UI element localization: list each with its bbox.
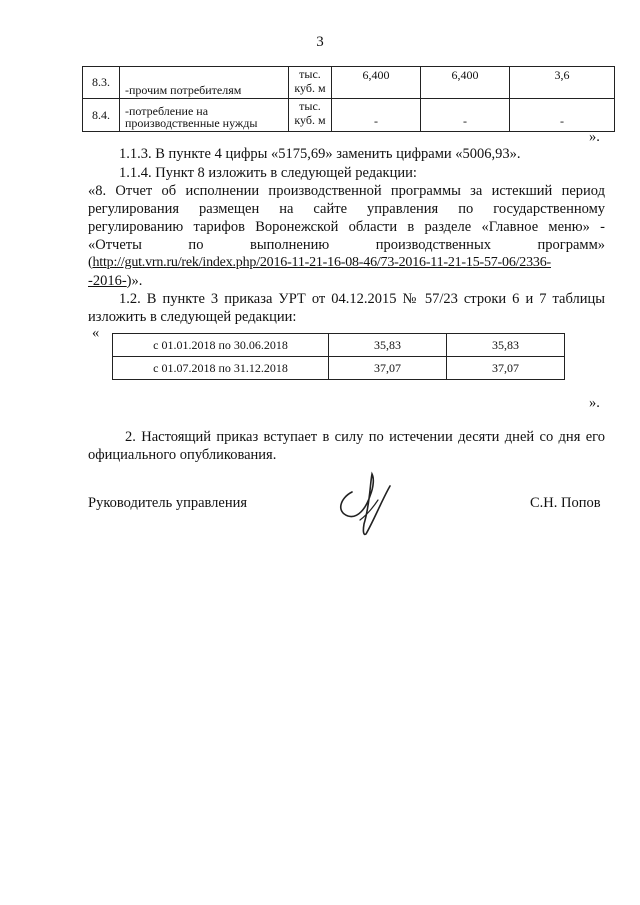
- paragraph-1-2-line: изложить в следующей редакции:: [88, 309, 297, 325]
- value-cell: -: [510, 99, 615, 132]
- table-row: [83, 99, 615, 132]
- paren-open: (: [88, 255, 93, 270]
- consumer-cell: -прочим потребителям: [120, 67, 289, 99]
- clause-2-line: 2. Настоящий приказ вступает в силу по истечении десяти дней со дня его: [125, 429, 605, 445]
- unit-line: куб. м: [294, 81, 326, 95]
- row-number: 8.3.: [83, 67, 120, 99]
- consumer-line: производственные нужды: [125, 116, 258, 130]
- signatory-title: Руководитель управления: [88, 495, 248, 511]
- unit-cell: [289, 67, 332, 99]
- value-cell: 35,83: [329, 334, 447, 357]
- page-number: 3: [316, 34, 324, 50]
- period-cell: с 01.07.2018 по 31.12.2018: [113, 357, 329, 380]
- paragraph-1-2-line: 1.2. В пункте 3 приказа УРТ от 04.12.2015 № 57/23 строки 6 и 7 таблицы: [119, 291, 605, 307]
- table-row: [113, 357, 565, 380]
- value-cell: 35,83: [447, 334, 565, 357]
- unit-line: тыс.: [299, 99, 321, 113]
- consumption-table: [82, 66, 615, 132]
- value-cell: -: [421, 99, 510, 132]
- value-cell: 37,07: [447, 357, 565, 380]
- handwritten-signature: [330, 470, 410, 540]
- paragraph-8-end: )».: [126, 273, 143, 289]
- value-cell: 6,400: [332, 67, 421, 99]
- paragraph-8-line: регулированию тарифов Воронежской области в разделе «Главное меню» -: [88, 219, 605, 235]
- paragraph-1-1-4: 1.1.4. Пункт 8 изложить в следующей редакции:: [119, 165, 417, 181]
- unit-line: тыс.: [299, 67, 321, 81]
- tariff-table: [112, 333, 565, 380]
- unit-cell: [289, 99, 332, 132]
- paragraph-8-url-end: [88, 272, 142, 290]
- closing-quote: ».: [589, 129, 600, 145]
- consumer-cell: [120, 99, 289, 132]
- report-link-continuation[interactable]: -2016-: [88, 273, 127, 289]
- closing-quote: ».: [589, 395, 600, 411]
- paragraph-8-line: «8. Отчет об исполнении производственной программы за истекший период: [88, 183, 605, 199]
- paragraph-8-url-line: [88, 254, 551, 272]
- table-row: [113, 334, 565, 357]
- row-number: 8.4.: [83, 99, 120, 132]
- value-cell: 37,07: [329, 357, 447, 380]
- period-cell: с 01.01.2018 по 30.06.2018: [113, 334, 329, 357]
- open-quote: «: [92, 325, 100, 341]
- table-row: [83, 67, 615, 99]
- value-cell: 6,400: [421, 67, 510, 99]
- paragraph-8-line: «Отчеты по выполнению производственных программ»: [88, 237, 605, 253]
- paragraph-8-line: регулирования размещен на сайте управления по государственному: [88, 201, 605, 217]
- clause-2-line: официального опубликования.: [88, 447, 277, 463]
- unit-line: куб. м: [294, 113, 326, 127]
- consumer-line: -потребление на: [125, 104, 209, 118]
- paragraph-1-1-3: 1.1.3. В пункте 4 цифры «5175,69» заменить цифрами «5006,93».: [119, 146, 521, 162]
- value-cell: 3,6: [510, 67, 615, 99]
- signatory-name: С.Н. Попов: [530, 495, 601, 511]
- report-link[interactable]: http://gut.vrn.ru/rek/index.php/2016-11-21-16-08-46/73-2016-11-21-15-57-06/2336-: [92, 255, 551, 270]
- value-cell: -: [332, 99, 421, 132]
